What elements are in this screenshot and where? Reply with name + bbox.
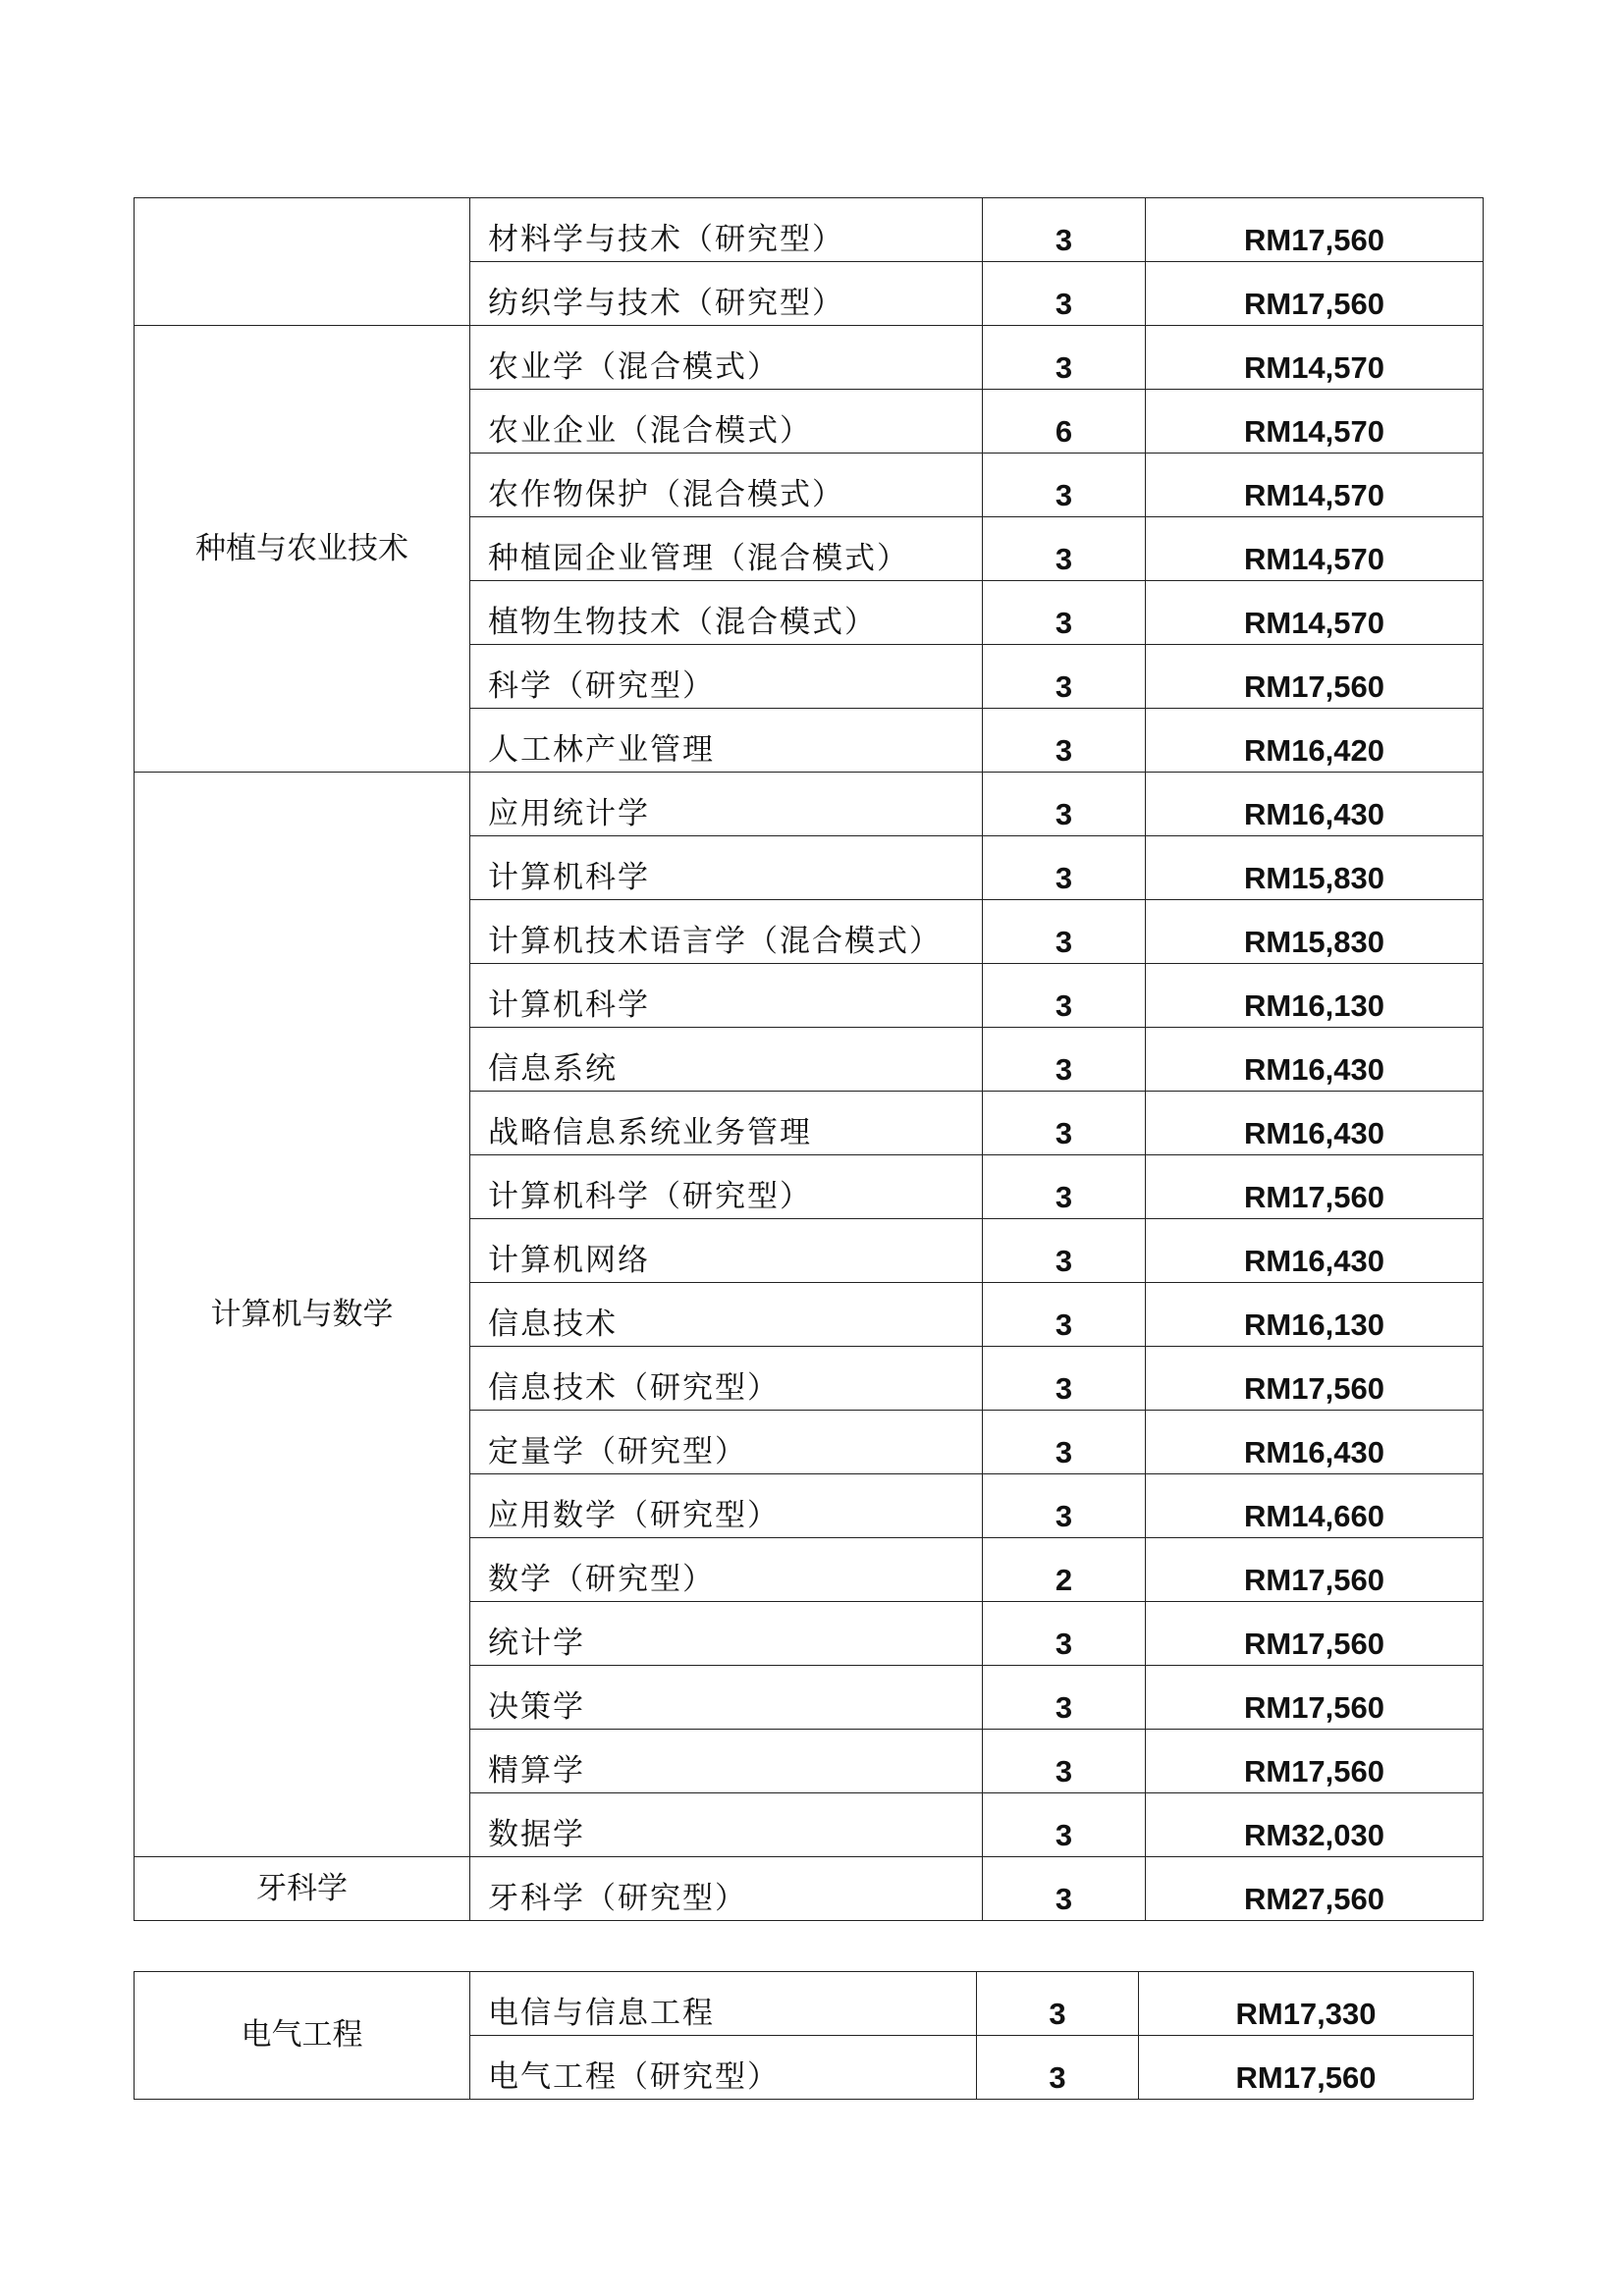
duration-years: 3 [983,1730,1146,1793]
program-name: 战略信息系统业务管理 [470,1092,983,1155]
program-name: 农业学（混合模式） [470,326,983,390]
tuition-fee: RM16,430 [1146,1219,1484,1283]
duration-years: 3 [983,709,1146,773]
duration-years: 3 [983,645,1146,709]
tuition-fee: RM14,660 [1146,1474,1484,1538]
program-name: 计算机科学 [470,836,983,900]
table-row [135,773,1484,836]
program-name: 人工林产业管理 [470,709,983,773]
program-name: 定量学（研究型） [470,1411,983,1474]
tuition-fee: RM16,420 [1146,709,1484,773]
category-cell: 计算机与数学 [135,773,470,1857]
duration-years: 3 [983,900,1146,964]
duration-years: 3 [983,1283,1146,1347]
tuition-fee: RM16,430 [1146,773,1484,836]
table-row [135,326,1484,390]
program-name: 纺织学与技术（研究型） [470,262,983,326]
program-name: 电气工程（研究型） [470,2036,977,2100]
category-cell: 牙科学 [135,1857,470,1921]
tuition-fee: RM17,560 [1146,1666,1484,1730]
tuition-fee: RM16,430 [1146,1411,1484,1474]
tuition-fee: RM15,830 [1146,900,1484,964]
duration-years: 3 [983,1793,1146,1857]
program-name: 计算机科学 [470,964,983,1028]
duration-years: 3 [983,1474,1146,1538]
tuition-fee: RM14,570 [1146,517,1484,581]
program-name: 电信与信息工程 [470,1972,977,2036]
program-name: 信息系统 [470,1028,983,1092]
tuition-fee: RM15,830 [1146,836,1484,900]
electrical-table-body [135,1972,1474,2100]
tuition-fee: RM17,560 [1146,645,1484,709]
program-name: 农作物保护（混合模式） [470,454,983,517]
program-name: 农业企业（混合模式） [470,390,983,454]
duration-years: 3 [983,581,1146,645]
duration-years: 3 [983,454,1146,517]
duration-years: 3 [983,1857,1146,1921]
duration-years: 3 [983,773,1146,836]
table-row [135,1972,1474,2036]
tuition-fee: RM17,560 [1146,262,1484,326]
program-name: 种植园企业管理（混合模式） [470,517,983,581]
tuition-fee: RM17,560 [1146,1602,1484,1666]
electrical-engineering-table [134,1971,1474,2100]
duration-years: 3 [983,517,1146,581]
duration-years: 3 [983,1602,1146,1666]
tuition-fee: RM14,570 [1146,390,1484,454]
duration-years: 3 [983,326,1146,390]
fee-table-body [135,198,1484,1921]
tuition-fee: RM32,030 [1146,1793,1484,1857]
program-name: 计算机网络 [470,1219,983,1283]
fee-table [134,197,1484,1921]
category-cell: 电气工程 [135,1972,470,2100]
tuition-fee: RM17,560 [1139,2036,1474,2100]
table-row [135,198,1484,262]
tuition-fee: RM16,130 [1146,964,1484,1028]
program-name: 应用数学（研究型） [470,1474,983,1538]
duration-years: 3 [983,1219,1146,1283]
program-name: 数学（研究型） [470,1538,983,1602]
table-row [135,1857,1484,1921]
program-name: 决策学 [470,1666,983,1730]
duration-years: 3 [983,1411,1146,1474]
duration-years: 3 [983,198,1146,262]
duration-years: 2 [983,1538,1146,1602]
duration-years: 3 [977,1972,1139,2036]
tuition-fee: RM17,560 [1146,198,1484,262]
program-name: 精算学 [470,1730,983,1793]
tuition-fee: RM14,570 [1146,326,1484,390]
program-name: 数据学 [470,1793,983,1857]
category-cell [135,198,470,326]
tuition-fee: RM17,560 [1146,1538,1484,1602]
program-name: 统计学 [470,1602,983,1666]
tuition-fee: RM17,560 [1146,1155,1484,1219]
tuition-fee: RM14,570 [1146,581,1484,645]
duration-years: 3 [983,262,1146,326]
duration-years: 3 [983,1028,1146,1092]
tuition-fee: RM17,560 [1146,1730,1484,1793]
program-name: 科学（研究型） [470,645,983,709]
duration-years: 3 [983,1092,1146,1155]
program-name: 材料学与技术（研究型） [470,198,983,262]
tuition-fee: RM16,130 [1146,1283,1484,1347]
duration-years: 3 [983,836,1146,900]
program-name: 信息技术 [470,1283,983,1347]
category-cell: 种植与农业技术 [135,326,470,773]
tuition-fee: RM16,430 [1146,1028,1484,1092]
tuition-fee: RM16,430 [1146,1092,1484,1155]
program-name: 计算机技术语言学（混合模式） [470,900,983,964]
tuition-fee: RM17,330 [1139,1972,1474,2036]
tuition-fee: RM27,560 [1146,1857,1484,1921]
duration-years: 3 [983,1666,1146,1730]
program-name: 计算机科学（研究型） [470,1155,983,1219]
duration-years: 3 [983,1347,1146,1411]
duration-years: 6 [983,390,1146,454]
tuition-fee: RM14,570 [1146,454,1484,517]
tuition-fee: RM17,560 [1146,1347,1484,1411]
program-name: 牙科学（研究型） [470,1857,983,1921]
program-name: 应用统计学 [470,773,983,836]
duration-years: 3 [983,964,1146,1028]
program-name: 植物生物技术（混合模式） [470,581,983,645]
duration-years: 3 [977,2036,1139,2100]
duration-years: 3 [983,1155,1146,1219]
program-name: 信息技术（研究型） [470,1347,983,1411]
